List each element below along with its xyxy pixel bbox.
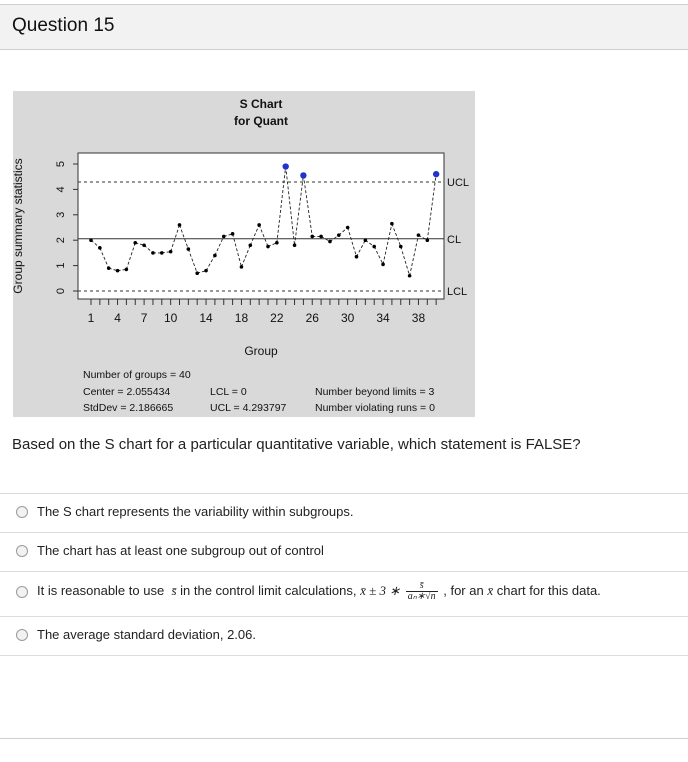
- data-point: [293, 243, 297, 247]
- x-tick-label: 38: [411, 311, 426, 325]
- stat-violating-runs: Number violating runs = 0: [315, 402, 435, 414]
- stat-lcl: LCL = 0: [210, 386, 247, 398]
- footer-divider: [0, 738, 688, 739]
- answer-option-2[interactable]: [0, 532, 688, 571]
- answer-text-mid: in the control limit calculations,: [180, 582, 357, 598]
- data-point: [213, 254, 217, 258]
- answer-list: [0, 493, 688, 656]
- formula-lead: x̄ ± 3 ∗: [360, 582, 401, 598]
- y-tick-label: 5: [54, 160, 67, 168]
- answer-text-after: , for an: [443, 582, 484, 598]
- data-point: [337, 233, 341, 237]
- radio-button[interactable]: [16, 545, 28, 557]
- cl-label: CL: [447, 233, 462, 246]
- x-tick-label: 10: [163, 311, 178, 325]
- data-point: [266, 245, 270, 249]
- data-point: [408, 274, 412, 278]
- answer-option-3[interactable]: [0, 571, 688, 616]
- stat-ucl: UCL = 4.293797: [210, 402, 287, 414]
- answer-label: [37, 581, 601, 602]
- data-point: [151, 251, 155, 255]
- answer-text-before: It is reasonable to use: [37, 582, 165, 598]
- y-tick-label: 1: [54, 262, 67, 269]
- data-point: [355, 255, 359, 259]
- answer-text-end: chart for this data.: [496, 582, 601, 598]
- data-point: [98, 246, 102, 250]
- data-point: [195, 271, 199, 275]
- data-point: [89, 238, 93, 242]
- stat-groups: Number of groups = 40: [83, 369, 191, 381]
- x-tick-label: 26: [305, 311, 319, 325]
- lcl-label: LCL: [447, 286, 468, 298]
- data-point: [417, 233, 421, 237]
- data-point: [399, 245, 403, 249]
- data-point: [310, 235, 314, 239]
- data-point: [249, 243, 253, 247]
- radio-button[interactable]: [16, 586, 28, 598]
- data-point: [240, 265, 244, 269]
- fraction-denominator: aₙ∗√n: [407, 591, 436, 602]
- data-point: [275, 241, 279, 245]
- stat-center: Center = 2.055434: [83, 386, 171, 398]
- x-bar-symbol: x̄: [487, 582, 494, 598]
- x-tick-label: 14: [199, 311, 213, 325]
- data-point: [426, 238, 430, 242]
- data-point: [116, 269, 120, 273]
- x-tick-label: 4: [114, 311, 121, 325]
- answer-label: The average standard deviation, 2.06.: [37, 627, 256, 642]
- x-tick-label: 1: [87, 311, 95, 325]
- data-point: [107, 266, 111, 270]
- stat-beyond-limits: Number beyond limits = 3: [315, 386, 435, 398]
- y-axis: [55, 161, 78, 294]
- data-point: [187, 247, 191, 251]
- data-point: [319, 235, 323, 239]
- answer-option-4[interactable]: [0, 616, 688, 656]
- chart-title: S Chart: [239, 97, 283, 111]
- answer-label: The S chart represents the variability within subgroups.: [37, 504, 354, 519]
- data-point: [125, 268, 129, 272]
- chart-subtitle: for Quant: [234, 114, 288, 128]
- stat-stddev: StdDev = 2.186665: [83, 402, 174, 414]
- data-point: [381, 263, 385, 267]
- answer-label: The chart has at least one subgroup out of control: [37, 543, 324, 558]
- data-point: [364, 238, 368, 242]
- data-point: [133, 241, 137, 245]
- data-point: [204, 269, 208, 273]
- ucl-label: UCL: [447, 176, 470, 189]
- data-point: [142, 243, 146, 247]
- data-point: [178, 223, 182, 227]
- s-chart-svg: [13, 91, 475, 417]
- data-point: [372, 245, 376, 249]
- data-point: [231, 232, 235, 236]
- s-chart-figure: [13, 91, 475, 417]
- y-tick-label: 0: [54, 287, 67, 295]
- data-point: [169, 250, 173, 254]
- radio-button[interactable]: [16, 629, 28, 641]
- radio-button[interactable]: [16, 506, 28, 518]
- question-title: Question 15: [12, 15, 115, 36]
- out-of-control-point: [433, 171, 439, 177]
- formula-fraction: [406, 581, 438, 602]
- data-point: [160, 251, 164, 255]
- x-tick-label: 7: [140, 311, 148, 325]
- x-axis: [88, 299, 436, 325]
- x-axis-title: Group: [244, 344, 278, 358]
- question-prompt: Based on the S chart for a particular quantitative variable, which statement is FALSE?: [12, 436, 581, 453]
- y-tick-label: 2: [54, 237, 67, 244]
- s-bar-symbol: s̄: [171, 582, 177, 598]
- plot-area: [78, 153, 444, 299]
- y-tick-label: 3: [54, 211, 67, 218]
- fraction-numerator: s̄: [406, 581, 438, 592]
- data-point: [257, 223, 261, 227]
- out-of-control-point: [283, 163, 289, 169]
- x-tick-label: 22: [270, 311, 284, 325]
- y-axis-title: Group summary statistics: [11, 158, 25, 294]
- x-tick-label: 18: [234, 311, 249, 325]
- data-point: [390, 222, 394, 226]
- x-tick-label: 34: [376, 311, 390, 325]
- data-point: [328, 240, 332, 244]
- x-tick-label: 30: [340, 311, 355, 325]
- data-point: [222, 235, 226, 239]
- out-of-control-point: [300, 172, 306, 178]
- question-header: [0, 4, 688, 50]
- y-tick-label: 4: [54, 186, 67, 193]
- data-point: [346, 226, 350, 230]
- answer-option-1[interactable]: [0, 493, 688, 532]
